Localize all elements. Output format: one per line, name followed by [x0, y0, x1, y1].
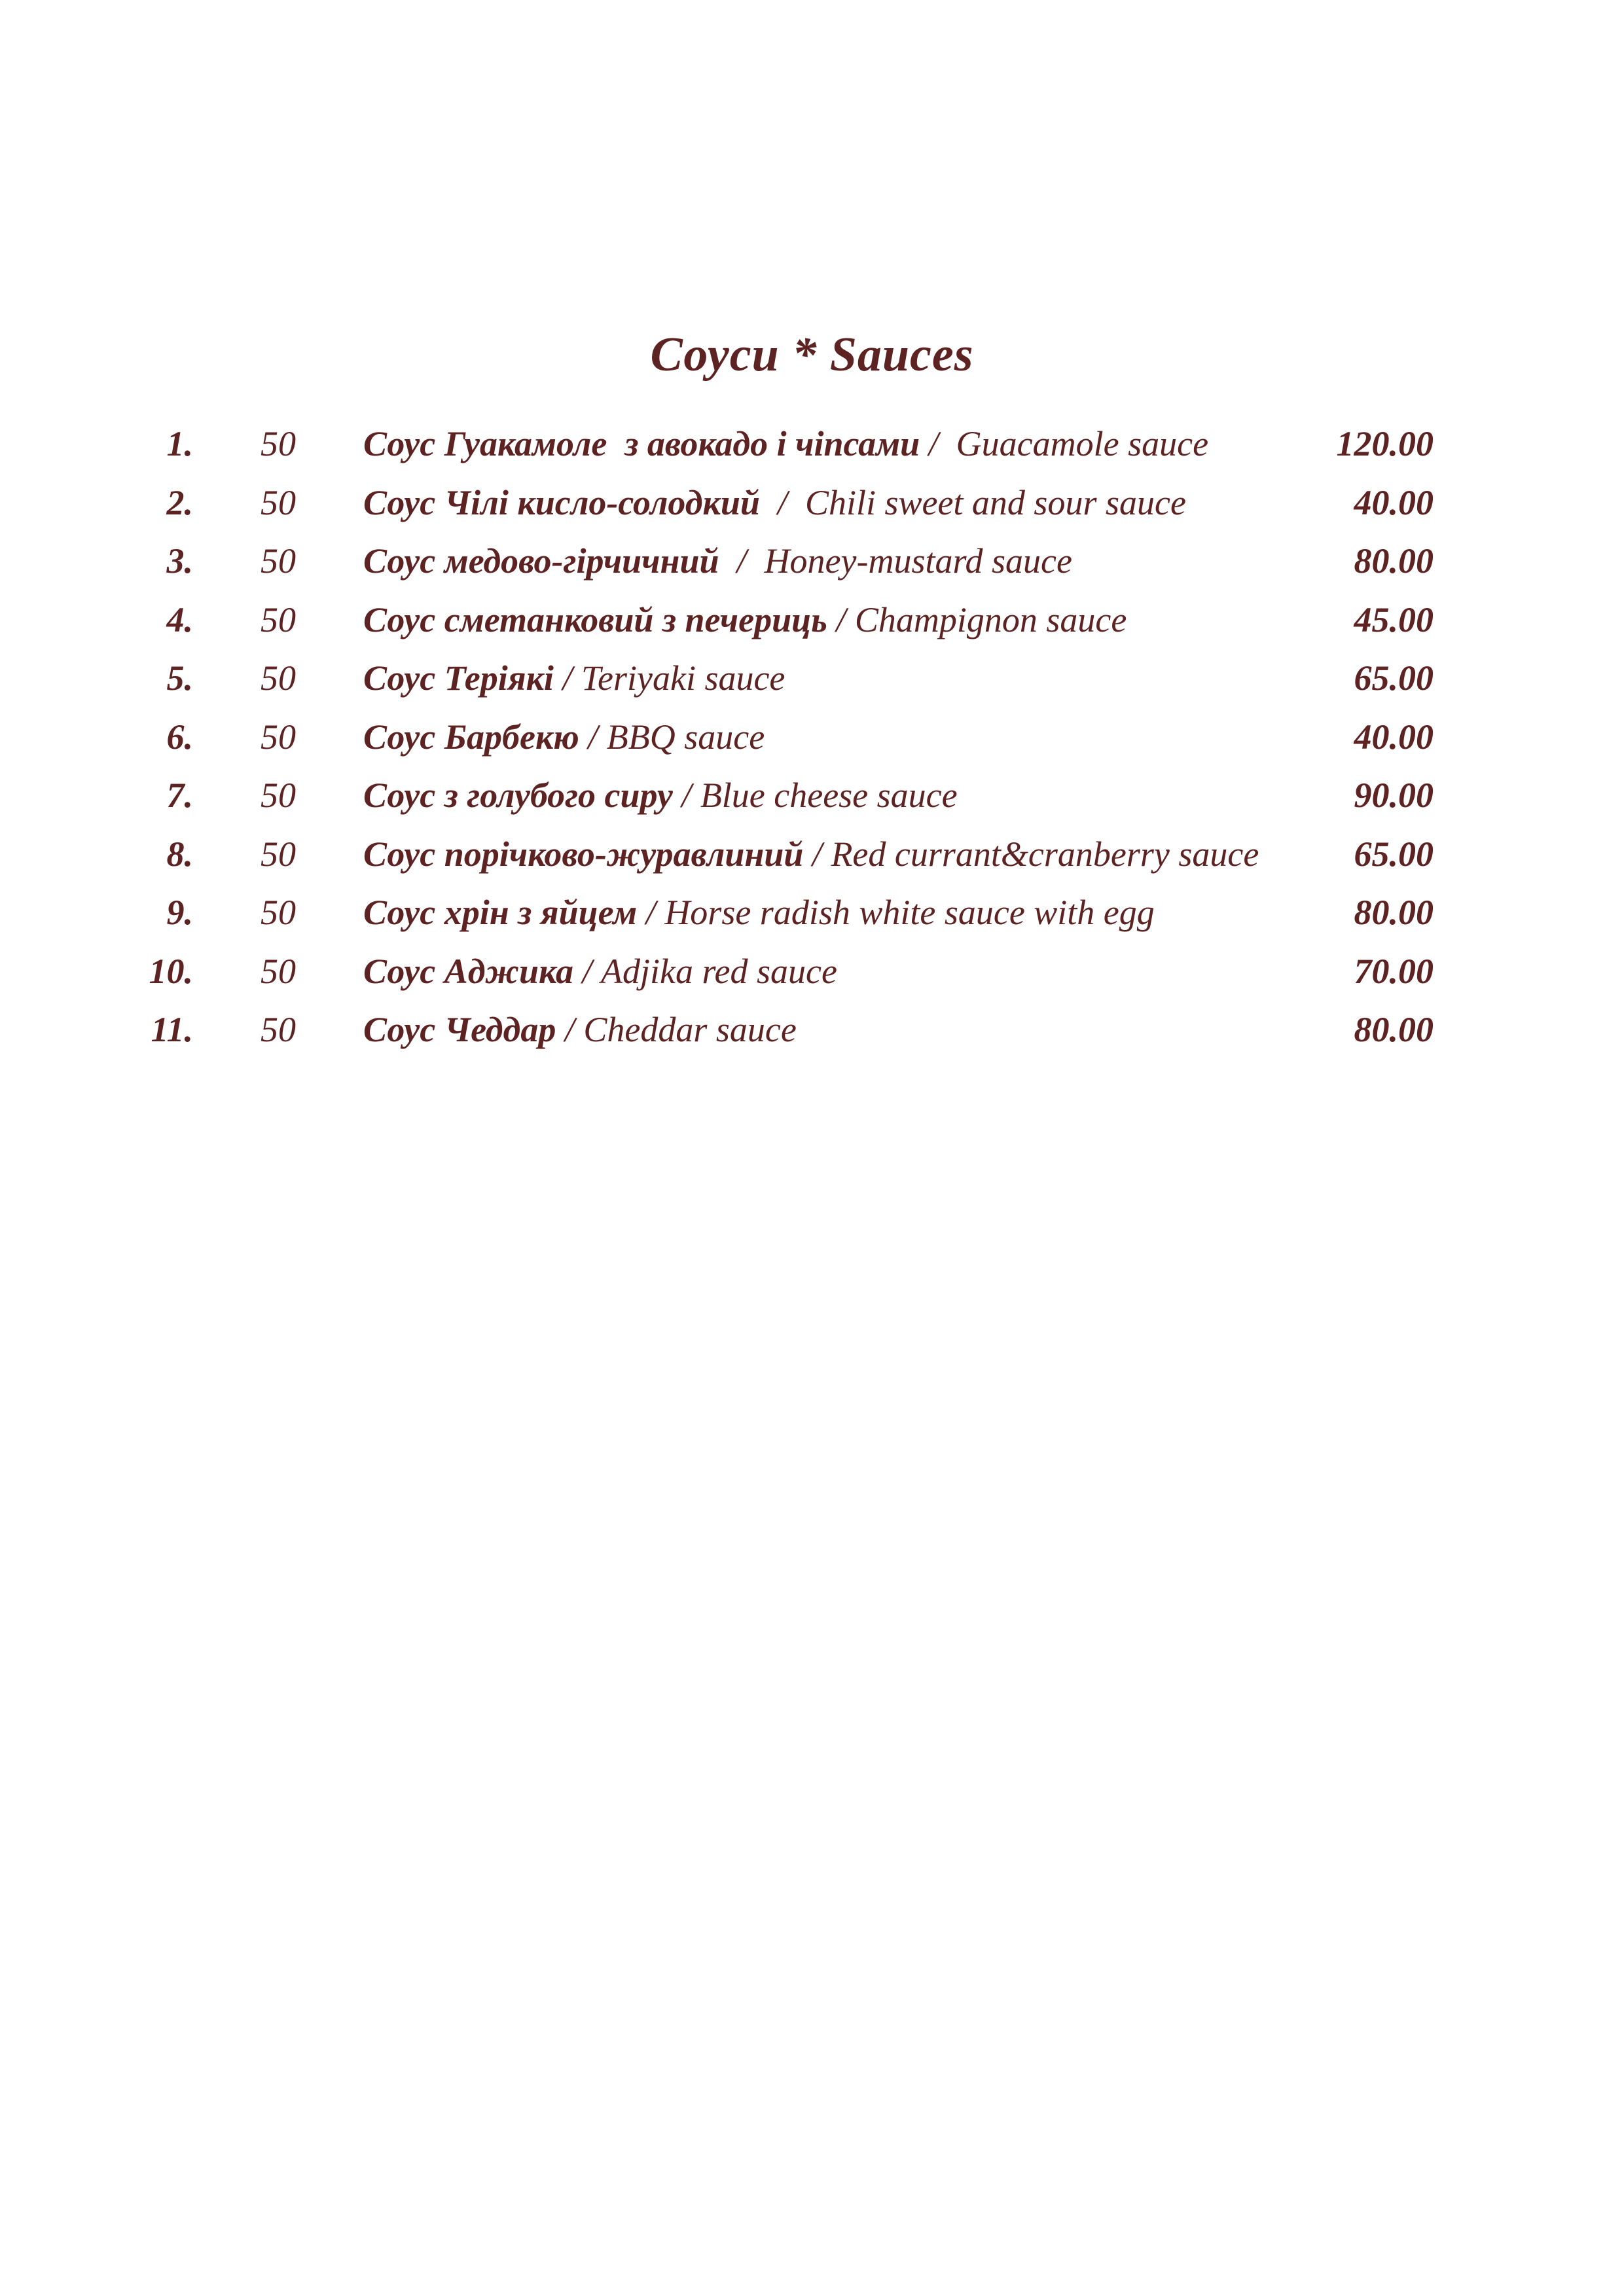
item-name-english: Cheddar sauce — [583, 1010, 797, 1049]
item-name-english: Blue cheese sauce — [700, 776, 958, 815]
item-number: 8. — [166, 834, 193, 874]
menu-row — [0, 766, 1434, 825]
item-name-ukrainian: Соус з голубого сиру — [363, 776, 673, 815]
item-name-ukrainian: Соус Барбекю — [363, 717, 579, 757]
item-name-ukrainian: Соус Теріякі — [363, 658, 554, 698]
separator-slash: / — [556, 1010, 584, 1049]
item-name — [363, 766, 1244, 825]
item-name — [363, 1001, 1244, 1060]
item-name-english: Chili sweet and sour sauce — [804, 482, 1186, 522]
separator-slash: / — [719, 541, 765, 581]
separator-slash: / — [759, 482, 805, 522]
item-name — [363, 591, 1244, 650]
item-quantity-grams: 50 — [261, 717, 296, 757]
item-price: 120.00 — [1336, 424, 1434, 463]
menu-row — [0, 942, 1434, 1001]
item-name — [363, 532, 1244, 591]
item-name-ukrainian: Соус Аджика — [363, 951, 574, 991]
item-quantity-grams: 50 — [261, 541, 296, 581]
item-name — [363, 708, 1244, 767]
menu-row — [0, 884, 1434, 942]
item-name — [363, 942, 1244, 1001]
item-name-english: Honey-mustard sauce — [764, 541, 1072, 581]
item-name-english: Guacamole sauce — [956, 424, 1209, 463]
item-name-ukrainian: Соус Чілі кисло-солодкий — [363, 482, 760, 522]
item-number: 11. — [151, 1010, 193, 1049]
item-name — [363, 649, 1244, 708]
item-number: 2. — [166, 482, 193, 522]
item-name-english: Red currant&cranberry sauce — [831, 834, 1259, 874]
item-price: 40.00 — [1354, 482, 1434, 522]
menu-row — [0, 1001, 1434, 1060]
item-quantity-grams: 50 — [261, 951, 296, 991]
item-price: 65.00 — [1354, 658, 1434, 698]
item-quantity-grams: 50 — [261, 600, 296, 639]
item-number: 4. — [166, 600, 193, 639]
page-title: Соуси * Sauces — [650, 328, 974, 382]
item-number: 6. — [166, 717, 193, 757]
item-quantity-grams: 50 — [261, 424, 296, 463]
item-name-ukrainian: Соус хрін з яйцем — [363, 893, 638, 932]
item-name-english: Champignon sauce — [854, 600, 1127, 639]
menu-row — [0, 649, 1434, 708]
item-name-ukrainian: Соус порічково-журавлиний — [363, 834, 804, 874]
item-number: 1. — [166, 424, 193, 463]
item-quantity-grams: 50 — [261, 482, 296, 522]
menu-row — [0, 825, 1434, 884]
separator-slash: / — [579, 717, 607, 757]
menu-row — [0, 415, 1434, 474]
item-name-ukrainian: Соус Гуакамоле з авокадо і чіпсами — [363, 424, 920, 463]
item-name — [363, 884, 1244, 942]
item-price: 65.00 — [1354, 834, 1434, 874]
item-price: 70.00 — [1354, 951, 1434, 991]
menu-row — [0, 532, 1434, 591]
item-quantity-grams: 50 — [261, 658, 296, 698]
item-name-ukrainian: Соус сметанковий з печериць — [363, 600, 827, 639]
item-quantity-grams: 50 — [261, 1010, 296, 1049]
item-price: 90.00 — [1354, 776, 1434, 815]
item-quantity-grams: 50 — [261, 776, 296, 815]
item-name-english: Adjika red sauce — [601, 951, 837, 991]
item-number: 3. — [166, 541, 193, 581]
separator-slash: / — [920, 424, 956, 463]
separator-slash: / — [553, 658, 581, 698]
separator-slash: / — [803, 834, 831, 874]
item-price: 40.00 — [1354, 717, 1434, 757]
item-name-english: Horse radish white sauce with egg — [664, 893, 1155, 932]
sauce-list — [0, 415, 1434, 1060]
item-quantity-grams: 50 — [261, 893, 296, 932]
menu-row — [0, 591, 1434, 650]
separator-slash: / — [827, 600, 855, 639]
item-name-english: Teriyaki sauce — [581, 658, 785, 698]
item-number: 10. — [149, 951, 193, 991]
item-number: 5. — [166, 658, 193, 698]
item-name — [363, 415, 1244, 474]
item-name — [363, 825, 1259, 884]
item-name — [363, 474, 1244, 533]
menu-row — [0, 708, 1434, 767]
item-price: 80.00 — [1354, 893, 1434, 932]
separator-slash: / — [672, 776, 700, 815]
item-number: 7. — [166, 776, 193, 815]
item-quantity-grams: 50 — [261, 834, 296, 874]
menu-row — [0, 474, 1434, 533]
separator-slash: / — [573, 951, 602, 991]
item-name-ukrainian: Соус медово-гірчичний — [363, 541, 719, 581]
separator-slash: / — [637, 893, 665, 932]
item-price: 80.00 — [1354, 541, 1434, 581]
item-price: 45.00 — [1354, 600, 1434, 639]
item-price: 80.00 — [1354, 1010, 1434, 1049]
item-number: 9. — [166, 893, 193, 932]
item-name-english: BBQ sauce — [606, 717, 765, 757]
item-name-ukrainian: Соус Чеддар — [363, 1010, 556, 1049]
